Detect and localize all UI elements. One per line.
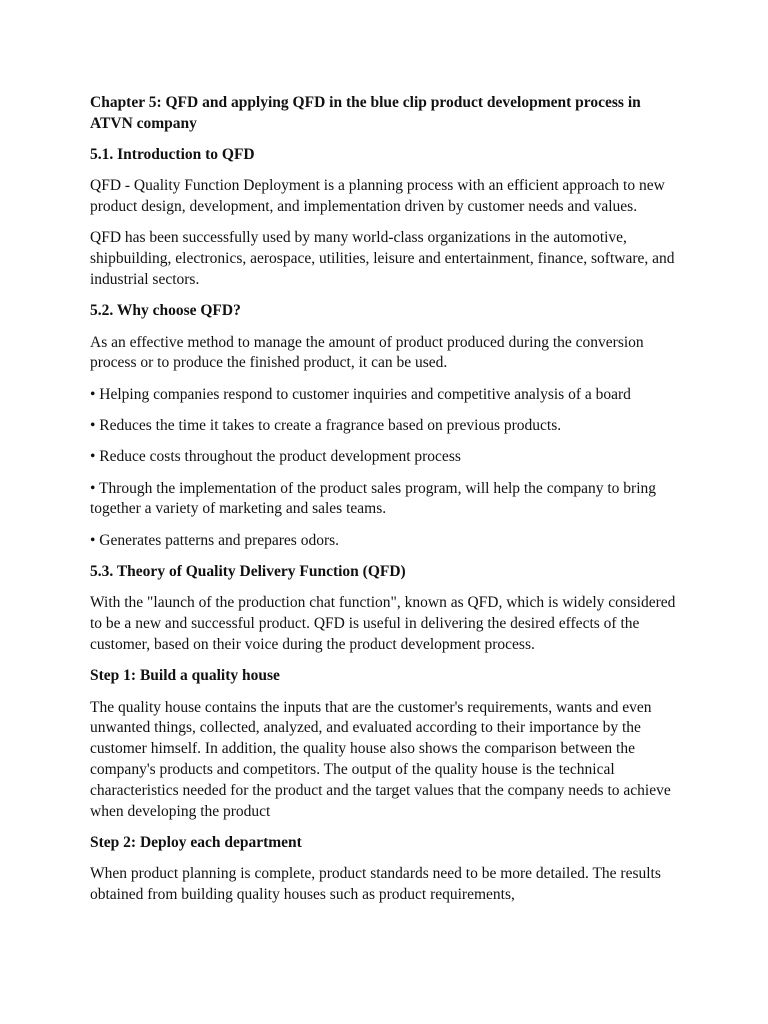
bullet-item: • Reduces the time it takes to create a fragrance based on previous products. [90, 417, 562, 435]
bullet-item: • Through the implementation of the product sales program, will help the company to bring together a variety of marketing and sales teams. [90, 479, 657, 518]
bullet-item: • Reduce costs throughout the product development process [90, 448, 461, 466]
bullet-item: • Helping companies respond to customer inquiries and competitive analysis of a board [90, 385, 631, 403]
paragraph-why-intro: As an effective method to manage the amount of product produced during the conversion process or to produce the finished product, it can be used. [90, 333, 644, 372]
step-text-1: The quality house contains the inputs that are the customer's requirements, wants and even unwanted things, collected, analyzed, and evaluated according to their importance by the customer himself. In addition, the quality house also shows the comparison between the company's products and competitors. The output of the quality house is the technical characteristics needed for the product and the target values that the company needs to achieve when developing the product [90, 698, 671, 820]
section-heading-theory: 5.3. Theory of Quality Delivery Function (QFD) [90, 563, 406, 581]
step-heading-1: Step 1: Build a quality house [90, 667, 280, 685]
paragraph-theory-intro: With the "launch of the production chat function", known as QFD, which is widely considered to be a new and successful product. QFD is useful in delivering the desired effects of the customer, based on their voice during the product development process. [90, 594, 676, 653]
section-heading-why-choose: 5.2. Why choose QFD? [90, 302, 241, 320]
paragraph-qfd-definition: QFD - Quality Function Deployment is a planning process with an efficient approach to new product design, development, and implementation driven by customer needs and values. [90, 177, 665, 216]
paragraph-qfd-usage: QFD has been successfully used by many world-class organizations in the automotive, shipbuilding, electronics, aerospace, utilities, leisure and entertainment, finance, software, and industrial sectors. [90, 229, 675, 289]
step-text-2: When product planning is complete, product standards need to be more detailed. The results obtained from building quality houses such as product requirements, [90, 865, 661, 903]
chapter-title: Chapter 5: QFD and applying QFD in the blue clip product development process in ATVN company [90, 94, 641, 132]
section-heading-introduction: 5.1. Introduction to QFD [90, 146, 255, 164]
step-heading-2: Step 2: Deploy each department [90, 833, 302, 851]
bullet-item: • Generates patterns and prepares odors. [90, 531, 340, 549]
document-page [90, 93, 682, 916]
